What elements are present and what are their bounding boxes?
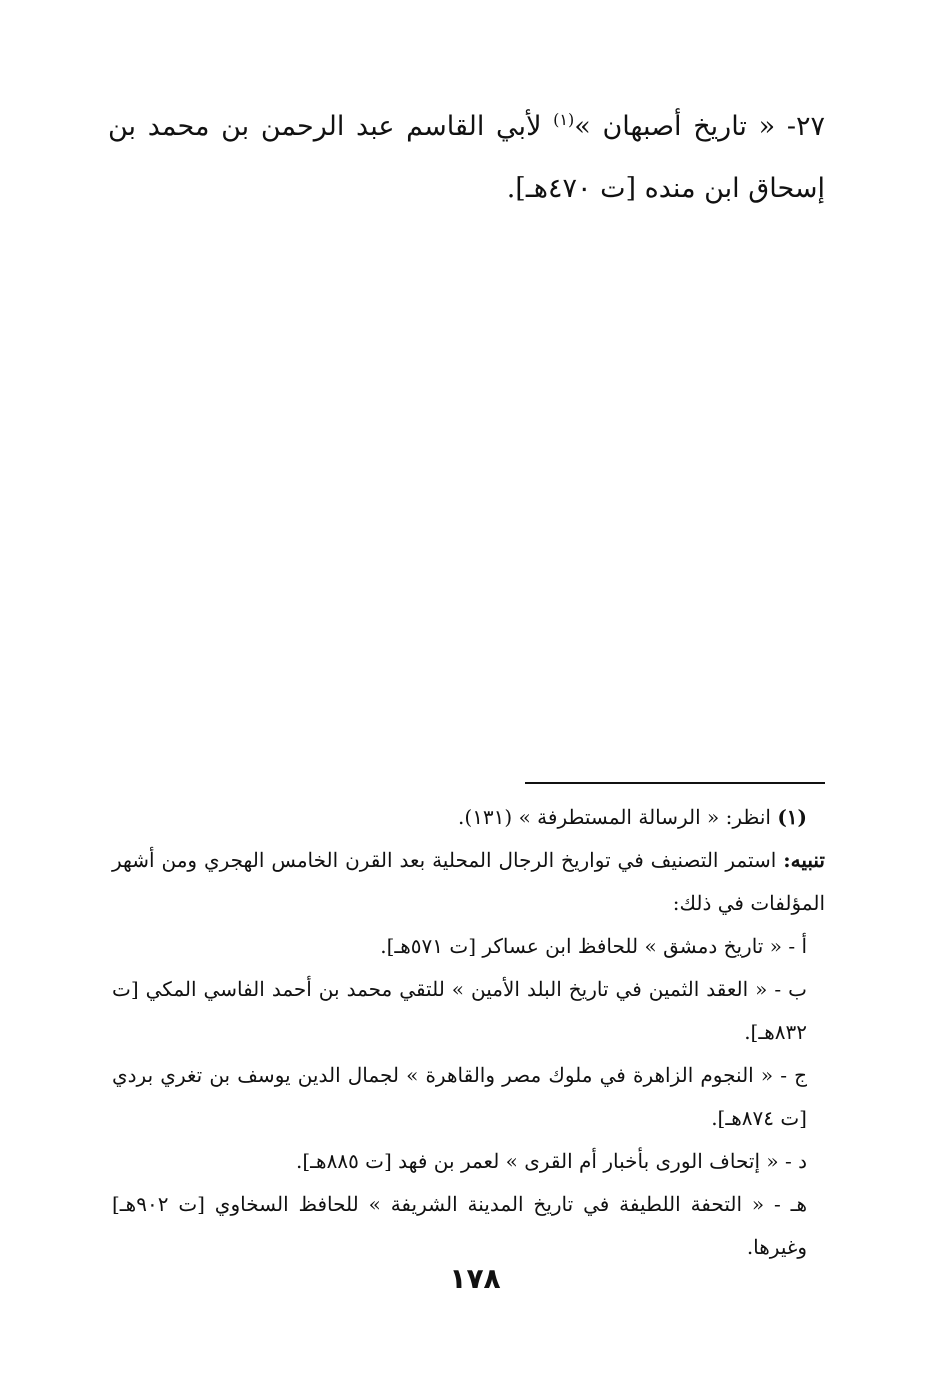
- entry-number: ٢٧-: [786, 111, 825, 142]
- notice-label: تنبيه:: [783, 848, 825, 872]
- notice-text: استمر التصنيف في تواريخ الرجال المحلية بعد القرن الخامس الهجري ومن أشهر المؤلفات في ذلك:: [112, 848, 825, 915]
- list-item: هـ - « التحفة اللطيفة في تاريخ المدينة الشريفة » للحافظ السخاوي [ت ٩٠٢هـ] وغيرها.: [112, 1192, 807, 1259]
- footnote-number: (١): [777, 805, 807, 829]
- footnote-text: انظر: « الرسالة المستطرفة » (١٣١).: [458, 805, 778, 829]
- footnotes: [112, 796, 825, 1269]
- list-item: ب - « العقد الثمين في تاريخ البلد الأمين » للتقي محمد بن أحمد الفاسي المكي [ت ٨٣٢هـ].: [112, 977, 807, 1044]
- entry-title: « تاريخ أصبهان »: [574, 111, 776, 142]
- main-text: [108, 96, 825, 220]
- footnote-separator: [525, 782, 825, 784]
- entry-description: لأبي القاسم عبد الرحمن بن محمد بن إسحاق ابن منده [ت ٤٧٠هـ].: [108, 111, 825, 204]
- list-item: ج - « النجوم الزاهرة في ملوك مصر والقاهرة » لجمال الدين يوسف بن تغري بردي [ت ٨٧٤هـ].: [112, 1063, 807, 1130]
- page-number: ١٧٨: [449, 1262, 501, 1295]
- entry-paragraph: [108, 96, 825, 220]
- list-item: أ - « تاريخ دمشق » للحافظ ابن عساكر [ت ٥٧١هـ].: [380, 934, 807, 958]
- notice-paragraph: [112, 839, 825, 925]
- list-item: د - « إتحاف الورى بأخبار أم القرى » لعمر بن فهد [ت ٨٨٥هـ].: [296, 1149, 807, 1173]
- footnote-ref: (١): [553, 110, 575, 129]
- footnote-1: [112, 796, 825, 839]
